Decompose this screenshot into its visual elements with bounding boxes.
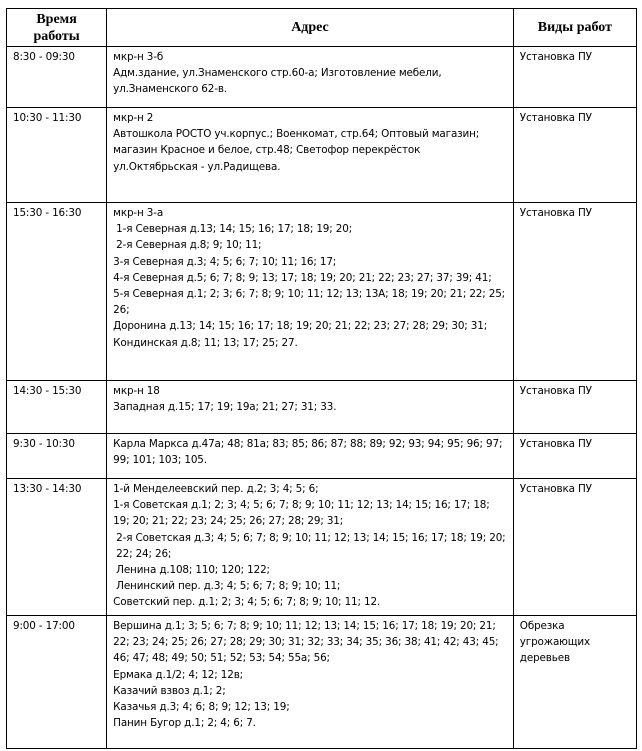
address-line: Ленинский пер. д.3; 4; 5; 6; 7; 8; 9; 10; 11; <box>116 580 341 593</box>
address-cell <box>107 47 514 108</box>
header-work-type: Виды работ <box>513 9 636 47</box>
address-line: Кондинская д.8; 11; 13; 17; 25; 27. <box>113 336 298 349</box>
address-line: Карла Маркса д.47а; 48; 81а; 83; 85; 86; 87; 88; 89; 92; 93; 94; 95; 96; 97; 99; 101; 103; 105. <box>113 438 503 467</box>
table-row <box>7 616 637 749</box>
time-cell: 9:30 - 10:30 <box>7 434 107 479</box>
address-line: мкр-н 3-б <box>113 51 164 63</box>
address-line: Казачий взвоз д.1; 2; <box>113 684 226 697</box>
header-time <box>7 9 107 47</box>
address-cell <box>107 434 514 479</box>
work-type-cell: Установка ПУ <box>513 203 636 381</box>
address-cell <box>107 381 514 434</box>
address-line: Советский пер. д.1; 2; 3; 4; 5; 6; 7; 8; 9; 10; 11; 12. <box>113 596 381 609</box>
time-cell: 10:30 - 11:30 <box>7 108 107 203</box>
address-line: Западная д.15; 17; 19; 19а; 21; 27; 31; 33. <box>113 401 337 414</box>
address-line: Адм.здание, ул.Знаменского стр.60-а; Изготовление мебели, ул.Знаменского 62-в. <box>113 67 442 96</box>
address-cell <box>107 203 514 381</box>
table-row <box>7 479 637 616</box>
table-row <box>7 108 637 203</box>
address-line: Панин Бугор д.1; 2; 4; 6; 7. <box>113 717 256 730</box>
header-address: Адрес <box>107 9 514 47</box>
address-cell <box>107 108 514 203</box>
address-line: 2-я Советская д.3; 4; 5; 6; 7; 8; 9; 10; 11; 12; 13; 14; 15; 16; 17; 18; 19; 20; 22; 24; 26; <box>116 531 506 560</box>
address-line: 1-й Менделеевский пер. д.2; 3; 4; 5; 6; <box>113 483 319 495</box>
address-line: Автошкола РОСТО уч.корпус.; Военкомат, стр.64; Оптовый магазин; магазин Красное и белое, стр.48; Светофор перекрёсток ул.Октябрьская - ул.Радищева. <box>113 128 480 173</box>
work-type-cell: Установка ПУ <box>513 381 636 434</box>
address-line: Вершина д.1; 3; 5; 6; 7; 8; 9; 10; 11; 12; 13; 14; 15; 16; 17; 18; 19; 20; 21; 22; 23; 24; 25; 26; 27; 28; 29; 30; 31; 32; 33; 34; 35; 36; 38; 41; 42; 43; 45; 46; 47; 48; 49; 50; 51; 52; 53; 54; 55а; 56; <box>113 620 499 665</box>
table-row <box>7 47 637 108</box>
address-line: 2-я Северная д.8; 9; 10; 11; <box>116 239 262 252</box>
time-cell: 13:30 - 14:30 <box>7 479 107 616</box>
work-type-cell: Установка ПУ <box>513 479 636 616</box>
table-row <box>7 203 637 381</box>
address-line: мкр-н 2 <box>113 112 154 124</box>
work-type-label: Обрезка угрожающих деревьев <box>519 620 591 665</box>
address-line: 3-я Северная д.3; 4; 5; 6; 7; 10; 11; 16; 17; <box>113 255 337 268</box>
time-cell: 8:30 - 09:30 <box>7 47 107 108</box>
address-line: 4-я Северная д.5; 6; 7; 8; 9; 13; 17; 18; 19; 20; 21; 22; 23; 27; 37; 39; 41; <box>113 271 492 284</box>
address-line: 1-я Советская д.1; 2; 3; 4; 5; 6; 7; 8; 9; 10; 11; 12; 13; 14; 15; 16; 17; 18; 19; 20; 21; 22; 23; 24; 25; 26; 27; 28; 29; 31; <box>113 499 490 528</box>
address-line: Ленина д.108; 110; 120; 122; <box>116 564 270 577</box>
time-cell: 15:30 - 16:30 <box>7 203 107 381</box>
work-type-cell <box>513 616 636 749</box>
work-schedule-table <box>6 8 637 749</box>
work-type-cell: Установка ПУ <box>513 47 636 108</box>
address-line: Казачья д.3; 4; 6; 8; 9; 12; 13; 19; <box>113 701 290 714</box>
time-cell: 14:30 - 15:30 <box>7 381 107 434</box>
table-row <box>7 434 637 479</box>
time-cell: 9:00 - 17:00 <box>7 616 107 749</box>
address-line: Ермака д.1/2; 4; 12; 12в; <box>113 668 244 681</box>
table-row <box>7 381 637 434</box>
address-cell <box>107 616 514 749</box>
header-row <box>7 9 637 47</box>
address-line: 5-я Северная д.1; 2; 3; 6; 7; 8; 9; 10; 11; 12; 13; 13А; 18; 19; 20; 21; 22; 25; 26; <box>113 288 506 317</box>
header-time-label: Время работы <box>33 11 80 44</box>
address-cell <box>107 479 514 616</box>
address-line: мкр-н 3-а <box>113 207 164 219</box>
work-type-cell: Установка ПУ <box>513 434 636 479</box>
address-line: Доронина д.13; 14; 15; 16; 17; 18; 19; 20; 21; 22; 23; 27; 28; 29; 30; 31; <box>113 320 488 333</box>
address-line: 1-я Северная д.13; 14; 15; 16; 17; 18; 19; 20; <box>116 223 353 236</box>
address-line: мкр-н 18 <box>113 385 160 397</box>
work-type-cell: Установка ПУ <box>513 108 636 203</box>
